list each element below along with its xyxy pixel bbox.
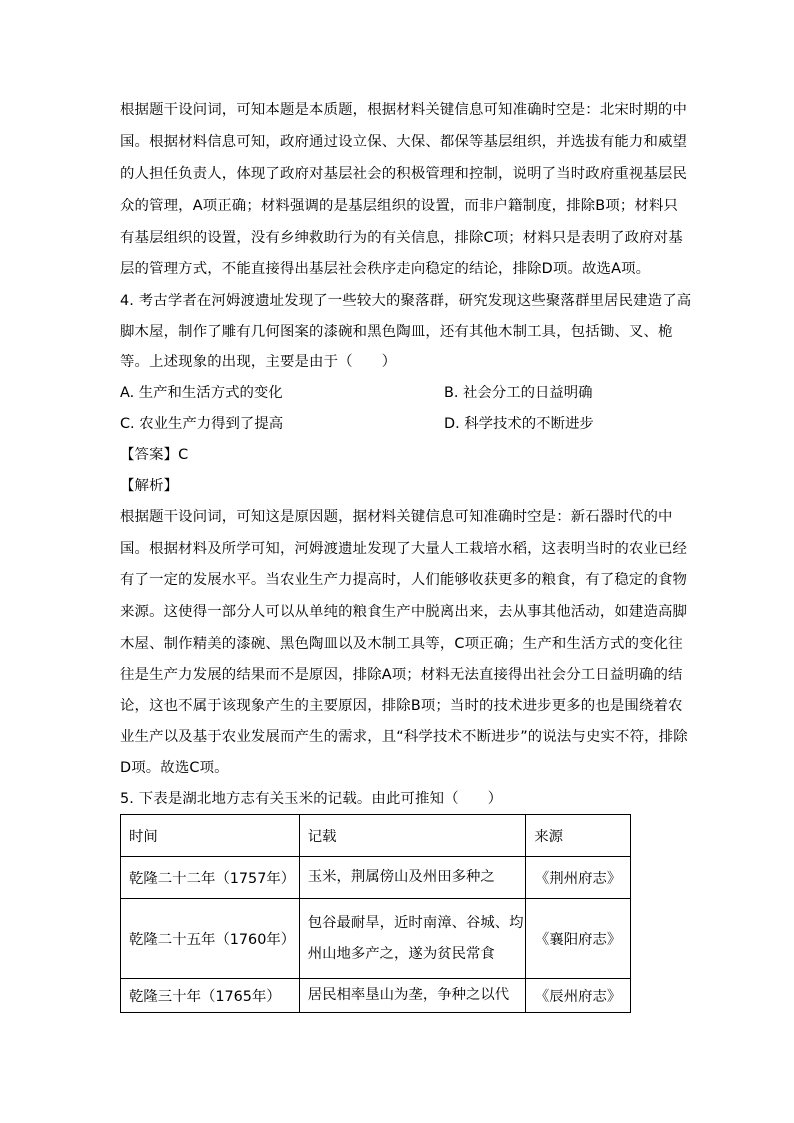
table-cell-time: 乾隆二十二年（1757年）	[121, 857, 300, 899]
q4-analysis-line: 论，这也不属于该现象产生的主要原因，排除B项；当时的技术进步更多的也是围绕着农	[120, 698, 683, 714]
table-header-cell: 来源	[526, 815, 631, 857]
record-line: 包谷最耐旱，近时南漳、谷城、均	[307, 914, 524, 931]
q4-stem-line: 脚木屋，制作了雕有几何图案的漆碗和黑色陶皿，还有其他木制工具，包括锄、叉、桅	[120, 324, 673, 340]
q4-analysis-line: 木屋、制作精美的漆碗、黑色陶皿以及木制工具等，C项正确；生产和生活方式的变化往	[120, 636, 683, 652]
q4-option-d: D. 科学技术的不断进步	[444, 416, 594, 432]
table-header-row	[121, 815, 631, 857]
analysis-prev-line: 众的管理，A项正确；材料强调的是基层组织的设置，而非户籍制度，排除B项；材料只	[120, 198, 679, 214]
q4-analysis-label: 【解析】	[120, 478, 179, 494]
table-cell-time: 乾隆二十五年（1760年）	[121, 899, 300, 979]
table-cell-time: 乾隆三十年（1765年）	[121, 979, 300, 1013]
record-line: 居民相率垦山为垄，争种之以代	[307, 987, 510, 1003]
record-line: 州山地多产之，遂为贫民常食	[307, 945, 495, 962]
table-row	[121, 857, 631, 899]
q4-option-c: C. 农业生产力得到了提高	[120, 416, 284, 432]
analysis-prev-line: 国。根据材料信息可知，政府通过设立保、大保、都保等基层组织，并选拔有能力和威望	[120, 134, 688, 150]
analysis-prev-line: 层的管理方式，不能直接得出基层社会秩序走向稳定的结论，排除D项。故选A项。	[120, 261, 651, 277]
q4-analysis-line: D项。故选C项。	[120, 760, 229, 776]
table-header-cell: 记载	[299, 815, 526, 857]
table-row	[121, 979, 631, 1013]
table-header-cell: 时间	[121, 815, 300, 857]
table-cell-record	[299, 857, 526, 899]
table-cell-source: 《荆州府志》	[526, 857, 631, 899]
table-cell-source: 《襄阳府志》	[526, 899, 631, 979]
analysis-prev-line: 有基层组织的设置，没有乡绅救助行为的有关信息，排除C项；材料只是表明了政府对基	[120, 230, 683, 246]
q4-analysis-line: 来源。这使得一部分人可以从单纯的粮食生产中脱离出来，去从事其他活动，如建造高脚	[120, 604, 688, 620]
table-cell-record	[299, 979, 526, 1013]
q4-option-a: A. 生产和生活方式的变化	[120, 385, 283, 401]
q5-table	[120, 814, 631, 1013]
q5-stem: 5. 下表是湖北地方志有关玉米的记载。由此可推知（ ）	[120, 791, 503, 807]
q4-analysis-line: 有了一定的发展水平。当农业生产力提高时，人们能够收获更多的粮食，有了稳定的食物	[120, 572, 688, 588]
q4-analysis-line: 国。根据材料及所学可知，河姆渡遗址发现了大量人工栽培水稻，这表明当时的农业已经	[120, 541, 688, 557]
q4-answer: 【答案】C	[120, 447, 189, 463]
table-cell-record	[299, 899, 526, 979]
q4-analysis-line: 往是生产力发展的结果而不是原因，排除A项；材料无法直接得出社会分工日益明确的结	[120, 667, 683, 683]
q4-stem-line: 等。上述现象的出现，主要是由于（ ）	[120, 354, 397, 370]
analysis-prev-line: 根据题干设问词，可知本题是本质题，根据材料关键信息可知准确时空是：北宋时期的中	[120, 102, 688, 118]
table-cell-source: 《辰州府志》	[526, 979, 631, 1013]
q4-option-b: B. 社会分工的日益明确	[444, 385, 593, 401]
q4-stem-line: 4. 考古学者在河姆渡遗址发现了一些较大的聚落群，研究发现这些聚落群里居民建造了高	[120, 293, 692, 309]
analysis-prev-line: 的人担任负责人，体现了政府对基层社会的积极管理和控制，说明了当时政府重视基层民	[120, 166, 688, 182]
q4-analysis-line: 业生产以及基于农业发展而产生的需求，且“科学技术不断进步”的说法与史实不符，排除	[120, 729, 688, 745]
record-line: 玉米，荆属傍山及州田多种之	[307, 869, 495, 885]
table-row	[121, 899, 631, 979]
q4-analysis-line: 根据题干设问词，可知这是原因题，据材料关键信息可知准确时空是：新石器时代的中	[120, 509, 673, 525]
